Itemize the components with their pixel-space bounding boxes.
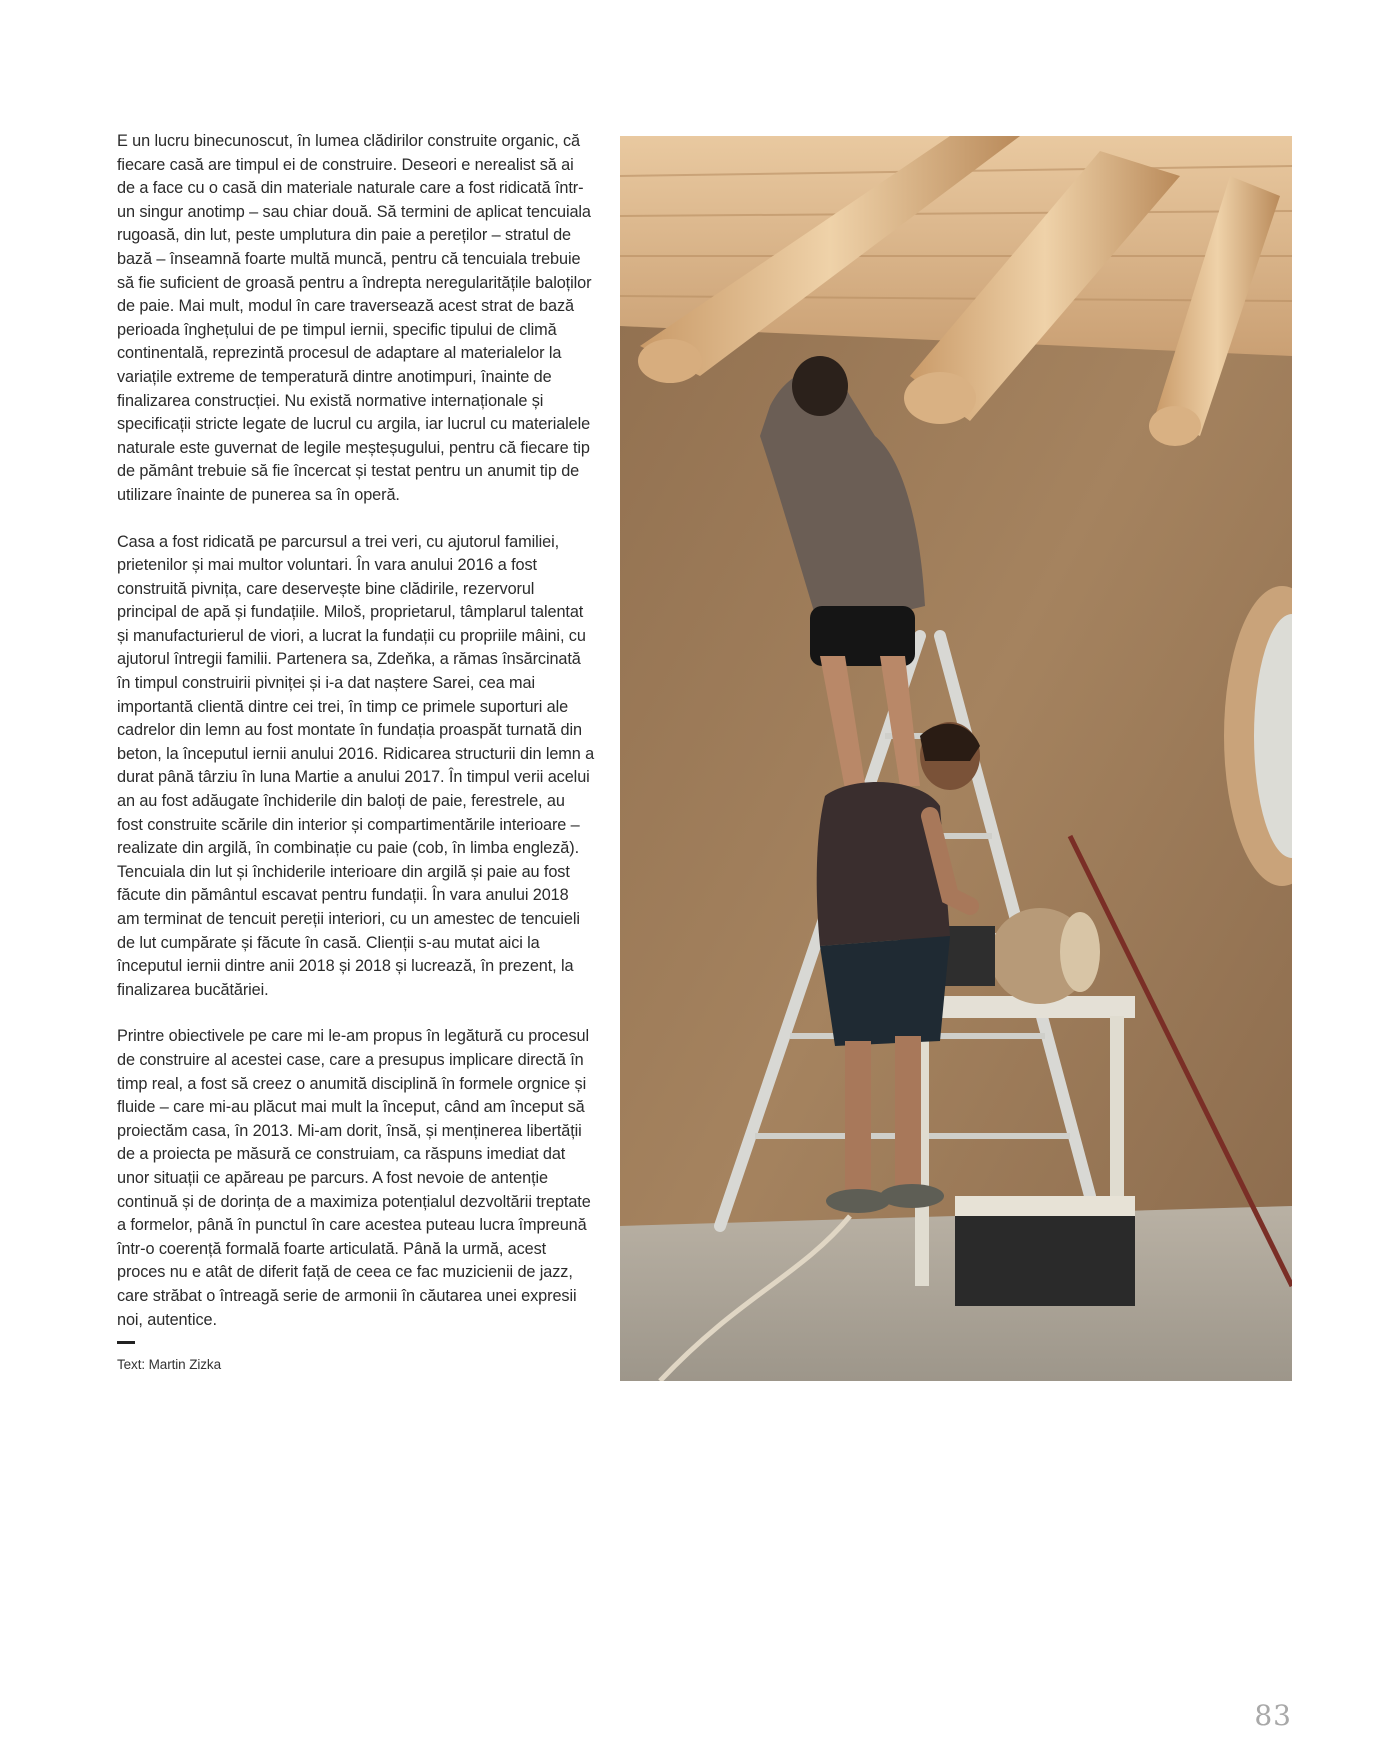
article-body — [117, 130, 595, 1377]
paragraph: Printre obiectivele pe care mi le-am propus în legătură cu procesul de construire al acestei case, care a presupus implicare directă în timp real, a fost să creez o anumită disciplină în formele orgnice și fluide – care mi-au plăcut mai mult la început, când am început să proiectăm casa, în 2013. Mi-am dorit, însă, și menținerea libertății de a proiecta pe măsură ce construiam, ca răspuns imediat dat unor situații ce apăreau pe parcurs. A fost nevoie de antenție continuă și de dorința de a maximiza potențialul dezvoltării treptate a formelor, până în punctul în care acestea puteau lucra împreună într-o coerență formală foarte articulată. Până la urmă, acest proces nu e atât de diferit față de ceea ce fac muzicienii de jazz, care străbat o întreagă serie de armonii în căutarea unei expresii noi, autentice. — [117, 1027, 591, 1329]
paragraph: E un lucru binecunoscut, în lumea clădirilor construite organic, că fiecare casă are timpul ei de construire. Deseori e nerealist să ai de a face cu o casă din materiale naturale care a fost ridicată într-un singur anotimp – sau chiar două. Să termini de aplicat tencuiala rugoasă, din lut, peste umplutura din paie a pereților – stratul de bază – înseamnă foarte multă muncă, pentru că tencuiala trebuie să fie suficient de groasă pentru a îndrepta neregularitățile baloților de paie. Mai mult, modul în care traversează acest strat de bază perioada înghețului de pe timpul iernii, specific tipului de climă continentală, reprezintă procesul de adaptare al materialelor la variațile extreme de temperatură dintre anotimpuri, înainte de finalizarea construcției. Nu există normative internaționale și specificații stricte legate de lucrul cu argila, iar lucrul cu materialele naturale este guvernat de legile meșteșugului, pentru că fiecare tip de pământ trebuie să fie încercat și testat pentru un anumit tip de utilizare înainte de punerea sa în operă. — [117, 132, 592, 504]
author-credit: Text: Martin Zizka — [117, 1357, 221, 1373]
paragraph: Casa a fost ridicată pe parcursul a trei veri, cu ajutorul familiei, prietenilor și mai multor voluntari. În vara anului 2016 a fost construită pivnița, care deservește bine clădirile, rezervorul principal de apă și fundațiile. Miloš, proprietarul, tâmplarul talentat și manufacturierul de viori, a lucrat la fundații cu propriile mâini, cu ajutorul întregii familii. Partenera sa, Zdeňka, a rămas însărcinată în timpul construirii pivniței și i-a dat naștere Sarei, cea mai importantă clientă dintre cei trei, în timp ce primele suporturi ale cadrelor din lemn au fost montate în fundația proaspăt turnată din beton, la începutul iernii anului 2016. Ridicarea structurii din lemn a durat până târziu în luna Martie a anului 2017. În timpul verii acelui an au fost adăugate închiderile din baloți de paie, ferestrele, au fost construite scările din interior și compartimentările interioare – realizate din argilă, în combinație cu paie (cob, în limba engleză). Tencuiala din lut și închiderile interioare din argilă și paie au fost făcute din pământul escavat pentru fundații. În vara anului 2018 am terminat de tencuit pereții interiori, cu un amestec de tencuieli de lut cumpărate și făcute în casă. Clienții s-au mutat aici la începutul iernii dintre anii 2018 și 2018 și lucrează, în prezent, la finalizarea bucătăriei. — [117, 532, 595, 999]
construction-photo — [620, 136, 1292, 1381]
construction-illustration — [620, 136, 1292, 1381]
credit-divider — [117, 1341, 135, 1344]
page-number: 83 — [1254, 1699, 1292, 1732]
